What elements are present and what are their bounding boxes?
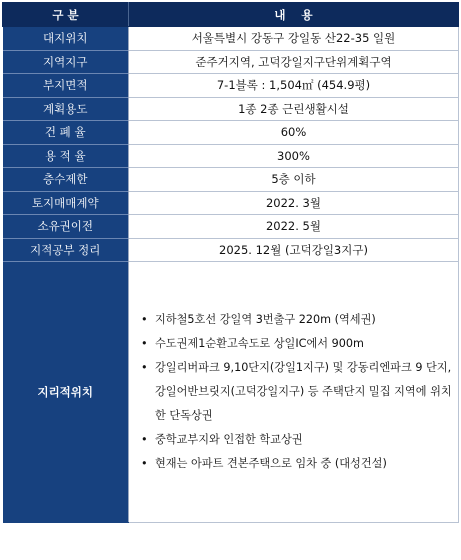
bullet-icon: • — [141, 337, 148, 350]
property-info-sheet — [2, 2, 458, 523]
bullet-icon: • — [141, 361, 148, 374]
header-content: 내 용 — [129, 3, 459, 27]
row-planned-use — [3, 97, 459, 121]
row-cadastral-update — [3, 238, 459, 262]
row-height-limit — [3, 168, 459, 192]
label-cadastral-update: 지적공부 정리 — [3, 238, 129, 262]
row-coverage-ratio — [3, 121, 459, 145]
list-item-text: 지하철5호선 강일역 3번출구 220m (역세권) — [155, 313, 376, 326]
value-height-limit: 5층 이하 — [129, 168, 459, 192]
list-item-text: 중학교부지와 인접한 학교상권 — [155, 433, 303, 446]
value-site-area: 7-1블록 : 1,504㎡ (454.9평) — [129, 74, 459, 98]
row-site-location — [3, 27, 459, 51]
list-item — [141, 332, 458, 356]
list-item — [141, 452, 458, 476]
bullet-icon: • — [141, 433, 148, 446]
row-floor-area-ratio — [3, 144, 459, 168]
row-ownership-transfer — [3, 215, 459, 239]
label-site-location: 대지위치 — [3, 27, 129, 51]
bullet-icon: • — [141, 457, 148, 470]
value-coverage-ratio: 60% — [129, 121, 459, 145]
row-site-area — [3, 74, 459, 98]
table-header-row — [3, 3, 459, 27]
value-planned-use: 1종 2종 근린생활시설 — [129, 97, 459, 121]
list-item-text: 수도권제1순환고속도로 상일IC에서 900m — [155, 337, 364, 350]
row-zoning — [3, 50, 459, 74]
label-floor-area-ratio: 용 적 율 — [3, 144, 129, 168]
row-land-contract — [3, 191, 459, 215]
list-item-text: 현재는 아파트 견본주택으로 임차 중 (대성건설) — [155, 457, 387, 470]
label-zoning: 지역지구 — [3, 50, 129, 74]
label-height-limit: 층수제한 — [3, 168, 129, 192]
label-planned-use: 계획용도 — [3, 97, 129, 121]
list-item — [141, 356, 458, 428]
list-item — [141, 308, 458, 332]
label-geographic-location: 지리적위치 — [3, 262, 129, 523]
label-coverage-ratio: 건 폐 율 — [3, 121, 129, 145]
label-ownership-transfer: 소유권이전 — [3, 215, 129, 239]
value-geographic-location — [129, 262, 459, 523]
bullet-icon: • — [141, 313, 148, 326]
value-floor-area-ratio: 300% — [129, 144, 459, 168]
value-site-location: 서울특별시 강동구 강일동 산22-35 일원 — [129, 27, 459, 51]
value-zoning: 준주거지역, 고덕강일지구단위계획구역 — [129, 50, 459, 74]
list-item — [141, 428, 458, 452]
location-bullet-list — [141, 308, 458, 476]
value-ownership-transfer: 2022. 5월 — [129, 215, 459, 239]
label-land-contract: 토지매매계약 — [3, 191, 129, 215]
value-land-contract: 2022. 3월 — [129, 191, 459, 215]
property-info-table — [2, 2, 459, 523]
row-geographic-location — [3, 262, 459, 523]
value-cadastral-update: 2025. 12월 (고덕강일3지구) — [129, 238, 459, 262]
list-item-text: 강일리버파크 9,10단지(강일1지구) 및 강동리엔파크 9 단지, 강일어반브릿지(고덕강일지구) 등 주택단지 밀집 지역에 위치한 단독상권 — [155, 361, 452, 422]
label-site-area: 부지면적 — [3, 74, 129, 98]
header-category: 구 분 — [3, 3, 129, 27]
